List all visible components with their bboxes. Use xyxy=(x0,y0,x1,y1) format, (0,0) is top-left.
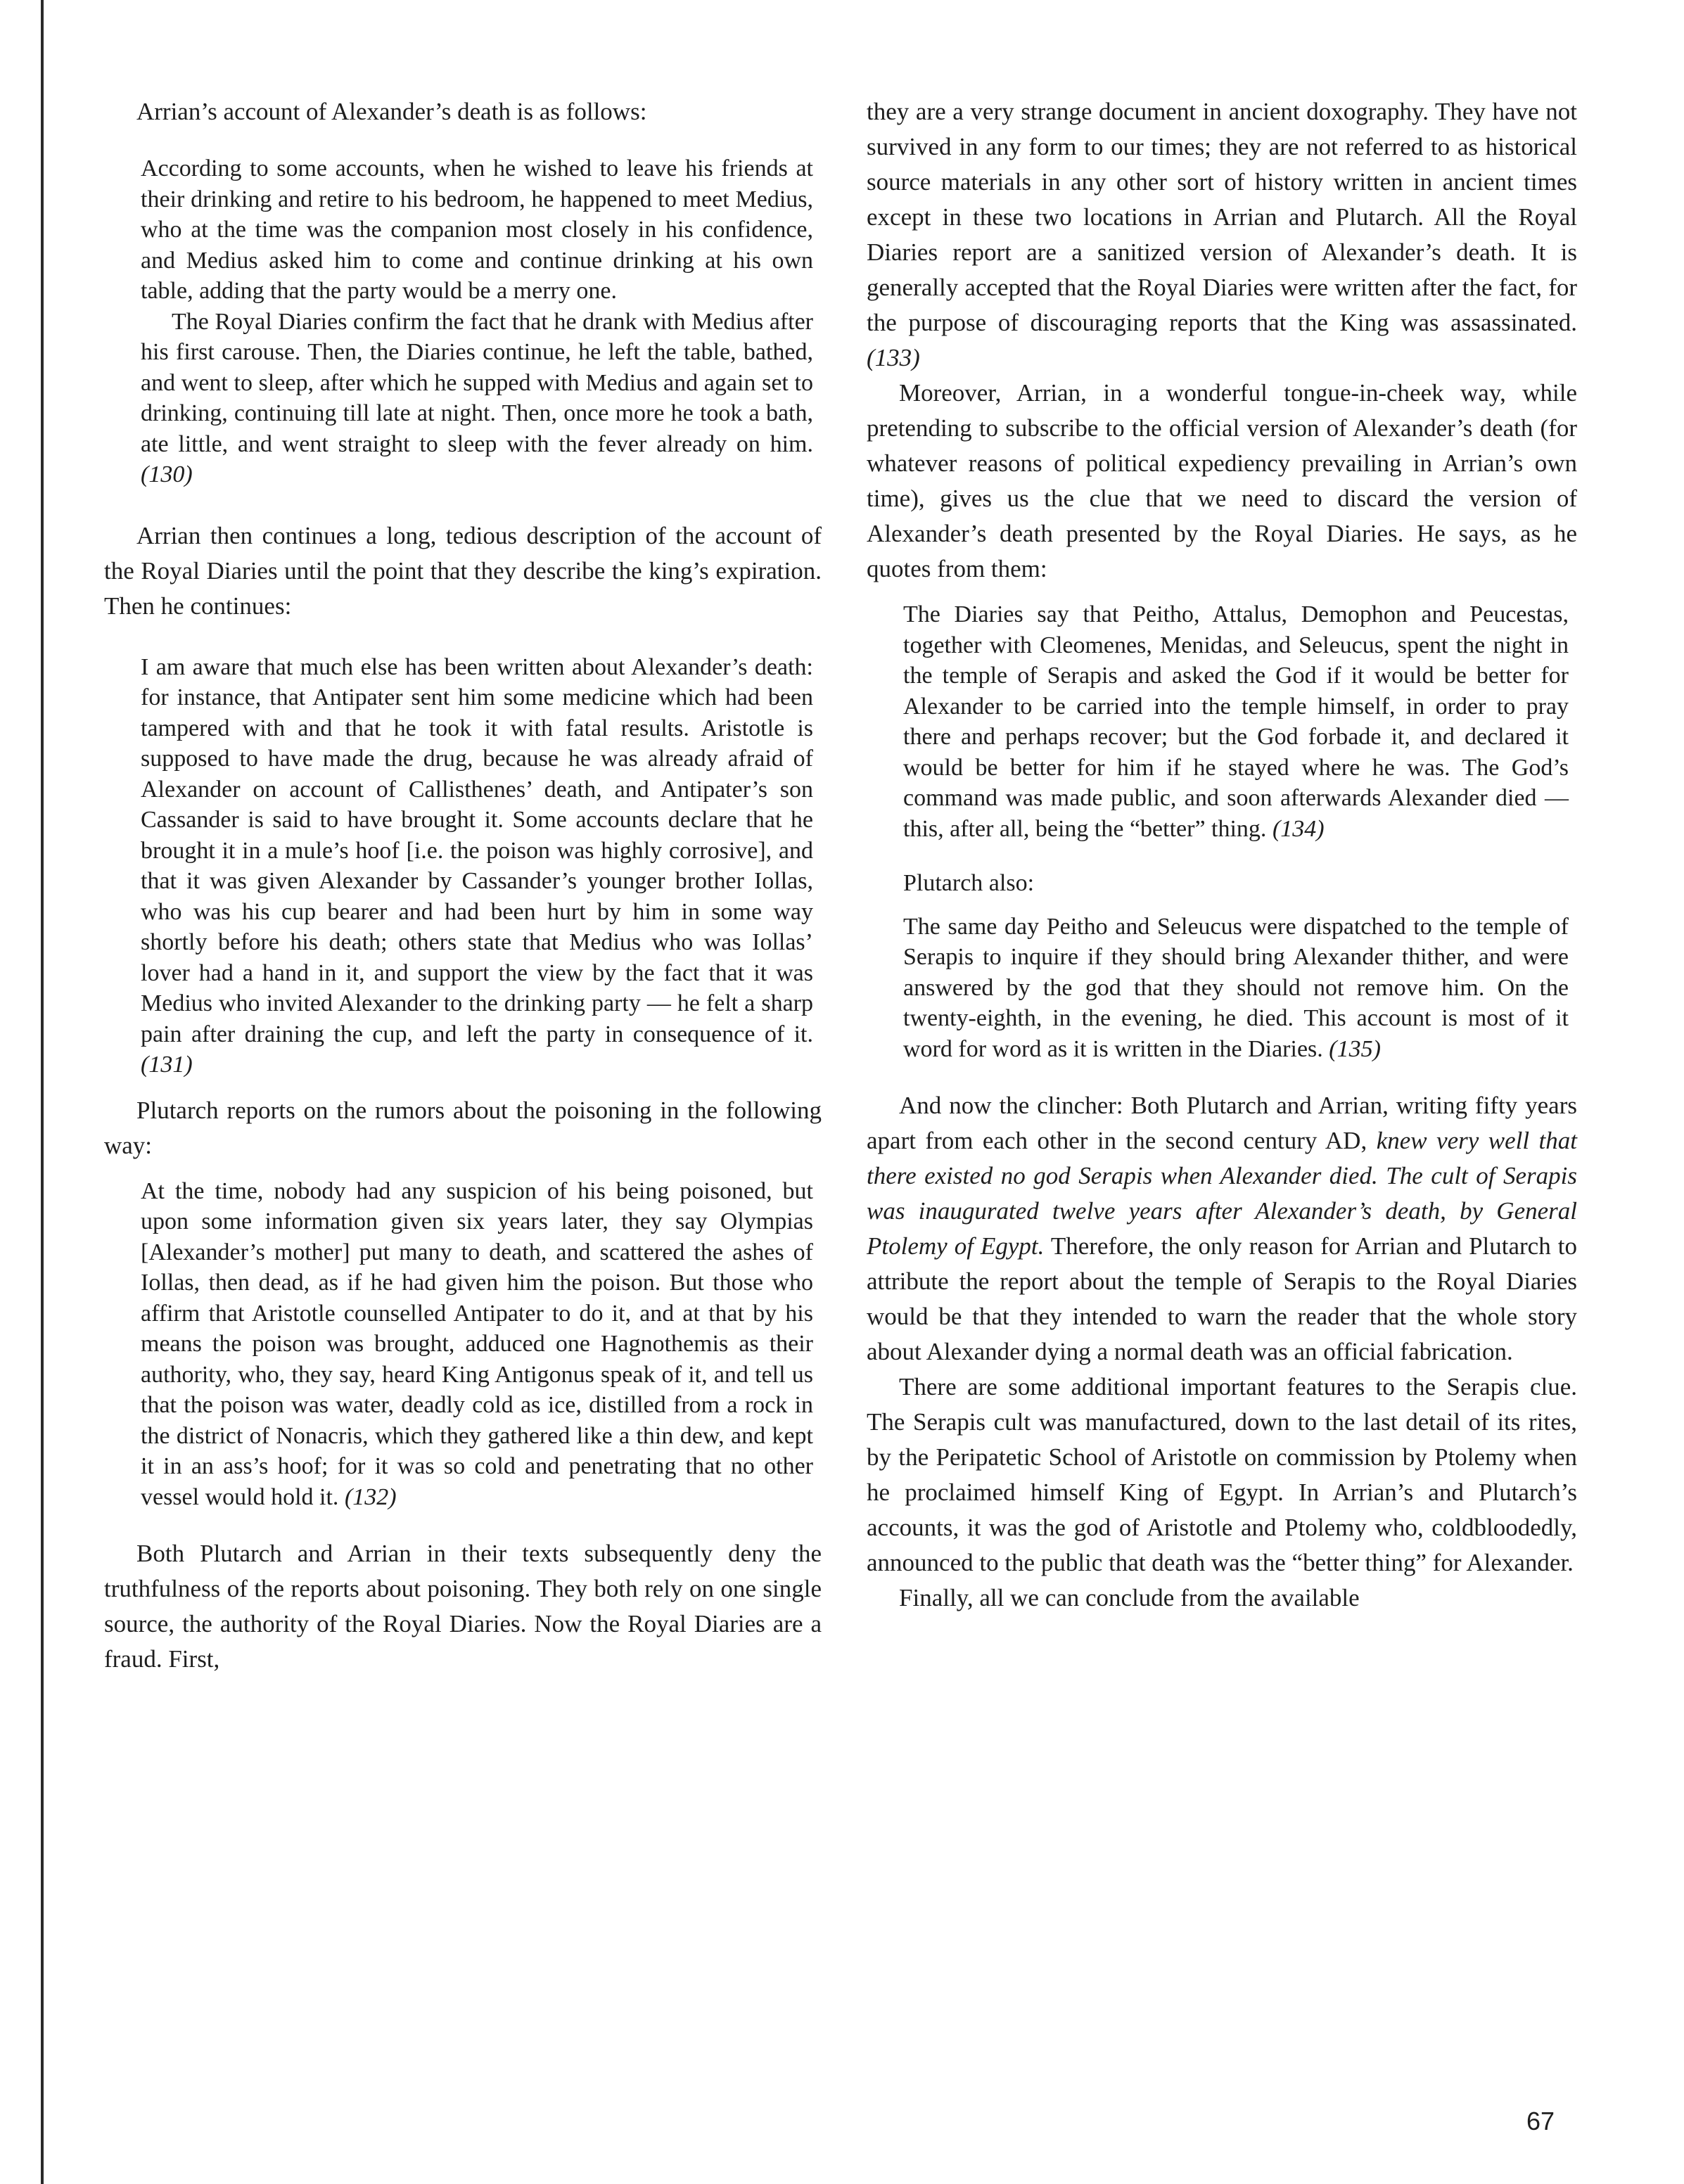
quote-text: At the time, nobody had any suspicion of his being poisoned, but upon some information given six years later, they say Olympias [Alexander’s mother] put many to death, and scattered the ashes of Iollas, then dead, as if he had given him the poison. But those who affirm that Aristotle counselled Antipater to do it, and at that by his means the poison was brought, adduced one Hagnothemis as their authority, who, they say, heard King Antigonus speak of it, and tell us that the poison was water, deadly cold as ice, distilled from a rock in the district of Nonacris, which they gathered like a thin dew, and kept it in an ass’s hoof; for it was so cold and penetrating that no other vessel would hold it. xyxy=(141,1177,813,1510)
paragraph-body: Plutarch reports on the rumors about the poisoning in the following way: xyxy=(104,1096,822,1159)
quote-text: The Royal Diaries confirm the fact that he drank with Medius after his first carouse. Then, the Diaries continue, he left the table, bathed, and went to sleep, after which he supped with Medius and again set to drinking, continuing till late at night. Then, once more he took a bath, ate little, and went straight to sleep with the fever already on him. xyxy=(141,308,813,457)
block-quote-arrian-134 xyxy=(903,599,1569,1064)
paragraph-body: Both Plutarch and Arrian in their texts subsequently deny the truthfulness of the reports about poisoning. They both rely on one single source, the authority of the Royal Diaries. Now the Royal Diaries are a fraud. First, xyxy=(104,1540,822,1673)
page-number: 67 xyxy=(1526,2107,1555,2135)
left-column xyxy=(104,94,822,1677)
paragraph-text: Therefore, the only reason for Arrian and Plutarch to attribute the report about the temple of Serapis to the Royal Diaries would be that they intended to warn the reader that the whole story about Alexander dying a normal death was an official fabrication. xyxy=(867,1232,1577,1365)
emphasized-text: knew very well that there existed no god Serapis when Alexander died. The cult of Serapis was inaugurated twelve years after Alexander’s death, by General Ptolemy of Egypt. xyxy=(867,1127,1577,1260)
paragraph-body: Moreover, Arrian, in a wonderful tongue-in-cheek way, while pretending to subscribe to the official version of Alexander’s death (for whatever reasons of political expediency prevailing in Arrian’s own time), gives us the clue that we need to discard the version of Alexander’s death presented by the Royal Diaries. He says, as he quotes from them: xyxy=(867,379,1577,582)
paragraph-body: Arrian then continues a long, tedious description of the account of the Royal Diaries until the point that they describe the king’s expiration. Then he continues: xyxy=(104,521,822,620)
quote-text-wrapper xyxy=(141,652,813,1080)
citation-ref: (134) xyxy=(1272,815,1325,842)
right-column xyxy=(867,94,1577,1616)
binding-edge-rule xyxy=(41,0,44,2184)
paragraph-intro: Arrian’s account of Alexander’s death is as follows: xyxy=(136,98,647,125)
citation-ref: (133) xyxy=(867,344,920,371)
quote-text: According to some accounts, when he wished to leave his friends at their drinking and retire to his bedroom, he happened to meet Medius, who at the time was the companion most closely in his confidence, and Medius asked him to come and continue drinking at his own table, adding that the party would be a merry one. xyxy=(141,155,813,304)
citation-ref: (130) xyxy=(141,461,193,487)
citation-ref: (131) xyxy=(141,1052,193,1078)
quote-text: I am aware that much else has been written about Alexander’s death: for instance, that Antipater sent him some medicine which had been tampered with and that he took it with fatal results. Aristotle is supposed to have made the drug, because he was already afraid of Alexander on account of Callisthenes’ death, and Antipater’s son Cassander is said to have brought it. Some accounts declare that he brought it in a mule’s hoof [i.e. the poison was highly corrosive], and that it was given Alexander by Cassander’s younger brother Iollas, who was his cup bearer and had been hurt by him in some way shortly before his death; others state that Medius who was Iollas’ lover had a hand in it, and support the view by the fact that it was Medius who invited Alexander to the drinking party — he felt a sharp pain after draining the cup, and left the party in consequence of it. xyxy=(141,653,813,1047)
block-quote-arrian-130 xyxy=(141,153,813,490)
paragraph-text: And now the clincher: Both Plutarch and Arrian, writing fifty years apart from each other in the second century AD, xyxy=(867,1092,1577,1154)
block-quote-plutarch-132 xyxy=(141,1176,813,1513)
quote-text-continued xyxy=(141,307,813,490)
paragraph-continued xyxy=(867,94,1577,376)
quote-text-wrapper xyxy=(903,912,1569,1065)
block-quote-arrian-131 xyxy=(141,652,813,1080)
quote-text: The same day Peitho and Seleucus were dispatched to the temple of Serapis to inquire if they should bring Alexander thither, and were answered by the god that they should not remove him. On the twenty-eighth, in the evening, he died. This account is most of it word for word as it is written in the Diaries. xyxy=(903,913,1569,1062)
citation-ref: (135) xyxy=(1329,1035,1381,1062)
paragraph-body: Finally, all we can conclude from the available xyxy=(899,1584,1360,1611)
quote-intro: Plutarch also: xyxy=(903,870,1035,896)
paragraph-body: There are some additional important features to the Serapis clue. The Serapis cult was manufactured, down to the last detail of its rites, by the Peripatetic School of Aristotle on commission by Ptolemy when he proclaimed himself King of Egypt. In Arrian’s and Plutarch’s accounts, it was the god of Aristotle and Ptolemy who, coldbloodedly, announced to the public that death was the “better thing” for Alexander. xyxy=(867,1373,1577,1576)
paragraph-text: they are a very strange document in ancient doxography. They have not survived in any form to our times; they are not referred to as historical source materials in any other sort of history written in ancient times except in these two locations in Arrian and Plutarch. All the Royal Diaries report are a sanitized version of Alexander’s death. It is generally accepted that the Royal Diaries were written after the fact, for the purpose of discouraging reports that the King was assassinated. xyxy=(867,98,1577,336)
quote-text-wrapper xyxy=(141,1176,813,1513)
quote-text-wrapper xyxy=(903,599,1569,844)
citation-ref: (132) xyxy=(344,1483,397,1510)
quote-text: The Diaries say that Peitho, Attalus, Demophon and Peucestas, together with Cleomenes, Menidas, and Seleucus, spent the night in the temple of Serapis and asked the God if it would be better for Alexander to be carried into the temple himself, in order to pray there and perhaps recover; but the God forbade it, and declared it would be better for him if he stayed where he was. The God’s command was made public, and soon afterwards Alexander died — this, after all, being the “better” thing. xyxy=(903,601,1569,842)
paragraph-clincher xyxy=(867,1088,1577,1369)
